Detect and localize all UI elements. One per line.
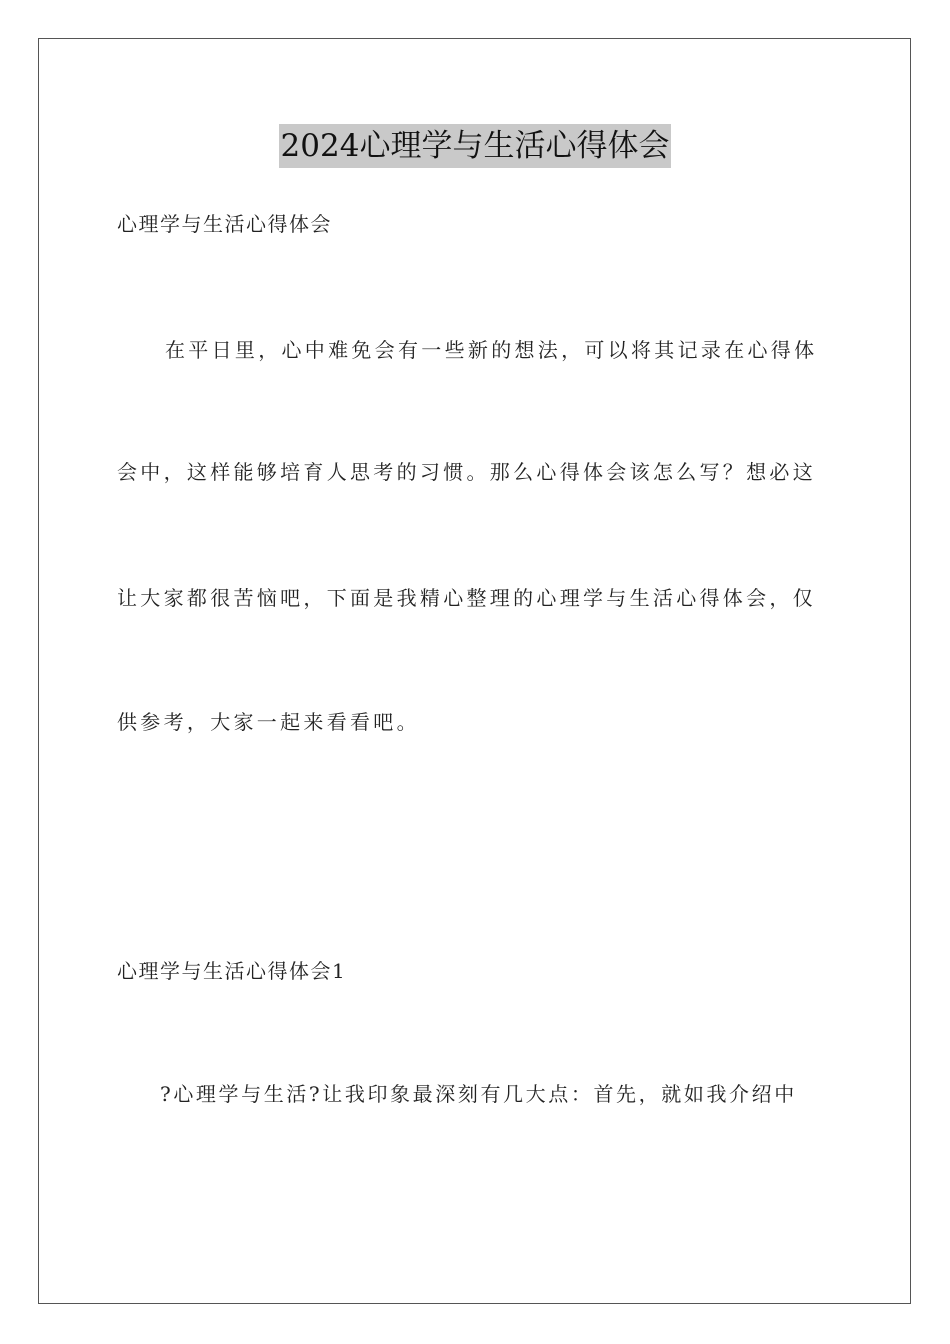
intro-line-4: 供参考，大家一起来看看吧。 xyxy=(117,710,420,734)
title-container xyxy=(0,124,950,168)
section-body-line-1: ?心理学与生活?让我印象最深刻有几大点：首先，就如我介绍中 xyxy=(160,1082,797,1106)
intro-line-1: 在平日里，心中难免会有一些新的想法，可以将其记录在心得体 xyxy=(165,338,818,362)
intro-line-3: 让大家都很苦恼吧，下面是我精心整理的心理学与生活心得体会，仅 xyxy=(117,586,816,610)
intro-line-2: 会中，这样能够培育人思考的习惯。那么心得体会该怎么写？想必这 xyxy=(117,460,816,484)
section-heading: 心理学与生活心得体会1 xyxy=(117,959,347,983)
document-title: 2024心理学与生活心得体会 xyxy=(279,124,672,168)
document-subtitle: 心理学与生活心得体会 xyxy=(117,212,332,236)
